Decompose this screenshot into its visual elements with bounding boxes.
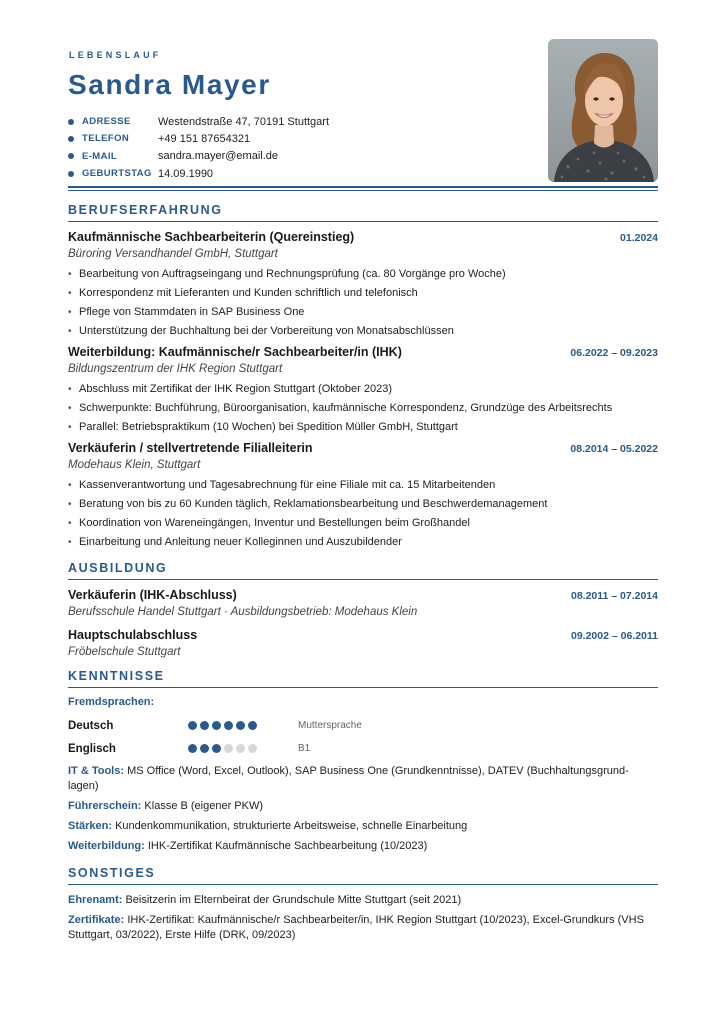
skill-key: Stärken: — [68, 819, 113, 832]
contact-value: sandra.mayer@email.de — [158, 150, 278, 163]
entry-date: 09.2002 – 06.2011 — [570, 630, 658, 642]
skill-item — [68, 839, 658, 854]
misc-value: Beisitzerin im Elternbeirat der Grundschule Mitte Stuttgart (seit 2021) — [125, 894, 462, 906]
entry-date: 01.2024 — [620, 232, 658, 244]
skill-key: Weiterbildung: — [68, 839, 145, 852]
contact-value: 14.09.1990 — [158, 167, 214, 180]
bullet-item: • Bearbeitung von Auftragseingang und Rechnungsprüfung (ca. 80 Vorgänge pro Woche) — [68, 265, 658, 284]
section-title-experience: BERUFSERFAHRUNG — [68, 198, 658, 222]
profile-photo — [548, 39, 658, 182]
header-divider-thin — [68, 190, 658, 191]
person-name: Sandra Mayer — [68, 69, 271, 100]
education-entry — [68, 628, 658, 658]
entry-title: Kaufmännische Sachbearbeiterin (Quereinstieg) — [68, 230, 355, 244]
misc-item — [68, 913, 658, 942]
rating-dot-filled — [224, 721, 233, 730]
bullet-dot-icon — [68, 136, 74, 142]
entry-title: Hauptschulabschluss — [68, 628, 198, 642]
contact-label: ADRESSE — [82, 116, 131, 128]
document-eyebrow: LEBENSLAUF — [69, 50, 162, 60]
rating-dot-filled — [236, 721, 245, 730]
skill-value: Kundenkommunikation, strukturierte Arbeitsweise, schnelle Einarbeitung — [115, 819, 468, 832]
rating-dot-filled — [212, 744, 221, 753]
rating-dot-filled — [188, 721, 197, 730]
bullet-item: • Pflege von Stammdaten in SAP Business One — [68, 303, 658, 322]
bullet-dot-icon — [68, 171, 74, 177]
contact-label: E-MAIL — [82, 150, 118, 162]
contact-list — [68, 113, 329, 182]
language-level: Muttersprache — [298, 720, 362, 731]
language-rating — [188, 744, 298, 753]
bullet-item: • Beratung von bis zu 60 Kunden täglich, Reklamationsbearbeitung und Beschwerdemanagement — [68, 495, 658, 514]
rating-dot-empty — [248, 744, 257, 753]
skill-item — [68, 764, 658, 793]
language-rating — [188, 721, 298, 730]
resume-body — [68, 198, 658, 948]
bullet-item: • Schwerpunkte: Buchführung, Büroorganisation, kaufmännische Korrespondenz, Grundzüge des Arbeitsrechts — [68, 399, 658, 418]
bullet-item: • Parallel: Betriebspraktikum (10 Wochen) bei Spedition Müller GmbH, Stuttgart — [68, 418, 658, 437]
contact-value: Westendstraße 47, 70191 Stuttgart — [158, 115, 330, 128]
entry-title: Weiterbildung: Kaufmännische/r Sachbearbeiter/in (IHK) — [68, 345, 402, 359]
language-row — [68, 737, 658, 760]
bullet-item: • Einarbeitung und Anleitung neuer Kolleginnen und Auszubildender — [68, 533, 658, 552]
skill-key: IT & Tools: — [68, 765, 125, 777]
skill-item — [68, 799, 658, 814]
entry-date: 08.2011 – 07.2014 — [570, 590, 658, 602]
bullet-item: • Kassenverantwortung und Tagesabrechnung für eine Filiale mit ca. 15 Mitarbeitenden — [68, 476, 658, 495]
section-title-skills: KENNTNISSE — [68, 664, 658, 688]
entry-subtitle: Bildungszentrum der IHK Region Stuttgart — [68, 363, 283, 375]
contact-row-email — [68, 148, 329, 165]
language-name: Deutsch — [68, 719, 114, 732]
misc-value: IHK-Zertifikat: Kaufmännische/r Sachbearbeiter/in, IHK Region Stuttgart (10/2023), Excel-Grundkurs (VHS Stuttgart, 03/2022), Erste Hilfe (DRK, 09/2023) — [68, 914, 644, 941]
experience-entry — [68, 230, 658, 341]
education-entry — [68, 588, 658, 618]
contact-row-phone — [68, 130, 329, 147]
entry-subtitle: Modehaus Klein, Stuttgart — [68, 459, 201, 471]
portrait-illustration — [548, 39, 658, 182]
contact-value: +49 151 87654321 — [158, 132, 251, 145]
bullet-item: • Korrespondenz mit Lieferanten und Kunden schriftlich und telefonisch — [68, 284, 658, 303]
rating-dot-filled — [200, 744, 209, 753]
bullet-item: • Abschluss mit Zertifikat der IHK Region Stuttgart (Oktober 2023) — [68, 380, 658, 399]
bullet-item: • Unterstützung der Buchhaltung bei der Vorbereitung von Monatsabschlüssen — [68, 322, 658, 341]
language-level: B1 — [298, 743, 311, 754]
bullet-item: • Koordination von Wareneingängen, Inventur und Bestellungen beim Großhandel — [68, 514, 658, 533]
entry-subtitle: Berufsschule Handel Stuttgart · Ausbildungsbetrieb: Modehaus Klein — [68, 606, 418, 618]
rating-dot-filled — [248, 721, 257, 730]
language-row — [68, 714, 658, 737]
entry-date: 06.2022 – 09.2023 — [570, 347, 658, 359]
misc-item — [68, 893, 658, 908]
contact-row-address — [68, 113, 329, 130]
header-divider — [68, 186, 658, 188]
entry-title: Verkäuferin (IHK-Abschluss) — [68, 588, 237, 602]
section-title-education: AUSBILDUNG — [68, 556, 658, 580]
entry-title: Verkäuferin / stellvertretende Filialleiterin — [68, 441, 313, 455]
misc-key: Ehrenamt: — [68, 894, 123, 906]
bullet-dot-icon — [68, 119, 74, 125]
entry-bullets — [68, 476, 658, 552]
rating-dot-filled — [200, 721, 209, 730]
contact-row-birthday — [68, 165, 329, 182]
entry-date: 08.2014 – 05.2022 — [570, 443, 658, 455]
experience-entry — [68, 345, 658, 437]
skill-key: Führerschein: — [68, 799, 142, 812]
rating-dot-empty — [224, 744, 233, 753]
skill-value: Klasse B (eigener PKW) — [144, 799, 264, 812]
skill-item — [68, 819, 658, 834]
rating-dot-empty — [236, 744, 245, 753]
entry-bullets — [68, 380, 658, 437]
misc-key: Zertifikate: — [68, 914, 125, 926]
languages-label: Fremdsprachen: — [68, 696, 155, 708]
entry-bullets — [68, 265, 658, 341]
skill-value: MS Office (Word, Excel, Outlook), SAP Business One (Grundkenntnisse), DATEV (Buchhaltungsgrund-lagen) — [68, 765, 629, 792]
entry-subtitle: Büroring Versandhandel GmbH, Stuttgart — [68, 248, 278, 260]
contact-label: TELEFON — [82, 133, 130, 145]
bullet-dot-icon — [68, 153, 74, 159]
language-name: Englisch — [68, 742, 116, 755]
section-title-misc: SONSTIGES — [68, 861, 658, 885]
skill-value: IHK-Zertifikat Kaufmännische Sachbearbeitung (10/2023) — [147, 839, 428, 852]
rating-dot-filled — [212, 721, 221, 730]
experience-entry — [68, 441, 658, 552]
rating-dot-filled — [188, 744, 197, 753]
contact-label: GEBURTSTAG — [82, 168, 152, 180]
entry-subtitle: Fröbelschule Stuttgart — [68, 646, 181, 658]
